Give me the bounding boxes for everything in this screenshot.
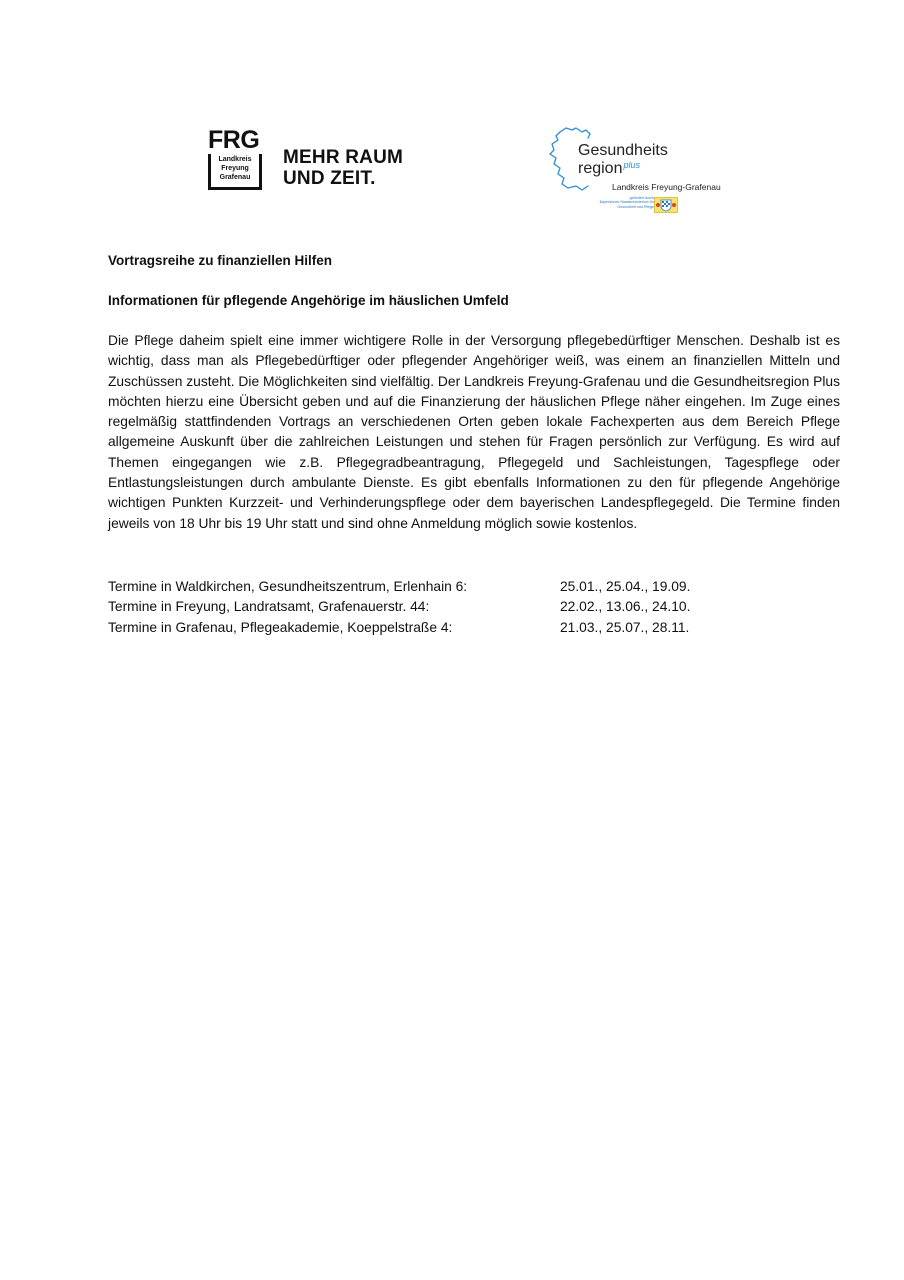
frg-logo-box-line: Grafenau — [219, 174, 251, 181]
gesundheitsregion-region: region — [578, 160, 623, 177]
schedule-dates: 22.02., 13.06., 24.10. — [560, 599, 691, 615]
gesundheitsregion-word1: Gesundheits — [578, 142, 668, 159]
gesundheitsregion-word2 — [578, 160, 640, 178]
gesundheitsregion-logo — [546, 126, 736, 216]
schedule-dates: 25.01., 25.04., 19.09. — [560, 579, 691, 594]
funding-note-line: Gesundheit und Pflege — [617, 204, 654, 209]
frg-logo-abbr: FRG — [208, 126, 260, 154]
schedule-dates: 21.03., 25.07., 28.11. — [560, 619, 690, 635]
schedule-place: Termine in Freyung, Landratsamt, Grafenauerstr. 44: — [108, 599, 430, 615]
frg-slogan-line: UND ZEIT. — [283, 168, 376, 189]
schedule-place: Termine in Waldkirchen, Gesundheitszentrum, Erlenhain 6: — [108, 579, 468, 594]
schedule-list — [108, 577, 840, 638]
frg-slogan-line: MEHR RAUM — [283, 147, 404, 168]
schedule-row — [108, 618, 840, 638]
bavarian-coat-of-arms-icon — [654, 197, 678, 213]
funding-note — [594, 196, 654, 209]
frg-logo-box — [208, 154, 262, 190]
frg-slogan — [283, 147, 403, 189]
funding-note-line: gefördert durch — [629, 196, 654, 200]
document-title: Vortragsreihe zu finanziellen Hilfen — [108, 253, 333, 268]
funding-note-line: Bayerisches Staatsministerium für — [599, 200, 654, 205]
frg-logo-box-line: Landkreis — [218, 156, 252, 163]
gesundheitsregion-subtitle: Landkreis Freyung-Grafenau — [612, 182, 721, 192]
frg-logo — [208, 128, 428, 194]
document-subtitle: Informationen für pflegende Angehörige im häuslichen Umfeld — [108, 293, 509, 308]
schedule-row — [108, 597, 840, 617]
schedule-row — [108, 577, 840, 597]
body-paragraph: Die Pflege daheim spielt eine immer wichtigere Rolle in der Versorgung pflegebedürftiger Menschen. Deshalb ist es wichtig, dass man als Pflegebedürftiger oder pflegender Angehöriger weiß, was einem an finanziellen Mitteln und Zuschüssen zusteht. Die Möglichkeiten sind vielfältig. Der Landkreis Freyung-Grafenau und die Gesundheitsregion Plus möchten hierzu eine Übersicht geben und auf die Finanzierung der häuslichen Pflege näher eingehen. Im Zuge eines regelmäßig stattfindenden Vortrags an verschiedenen Orten geben lokale Fachexperten aus dem Bereich Pflege allgemeine Auskunft über die zahlreichen Leistungen und stehen für Fragen persönlich zur Verfügung. Es wird auf Themen eingegangen wie z.B. Pflegegradbeantragung, Pflegegeld und Sachleistungen, Tagespflege oder Entlastungsleistungen durch ambulante Dienste. Es gibt ebenfalls Informationen zu den für pflegende Angehörige wichtigen Punkten Kurzzeit- und Verhinderungspflege oder dem bayerischen Landespflegegeld. Die Termine finden jeweils von 18 Uhr bis 19 Uhr statt und sind ohne Anmeldung möglich sowie kostenlos. — [108, 333, 840, 531]
frg-logo-box-line: Freyung — [221, 165, 249, 172]
schedule-place: Termine in Grafenau, Pflegeakademie, Koeppelstraße 4: — [108, 619, 453, 635]
gesundheitsregion-plus: plus — [623, 160, 640, 170]
